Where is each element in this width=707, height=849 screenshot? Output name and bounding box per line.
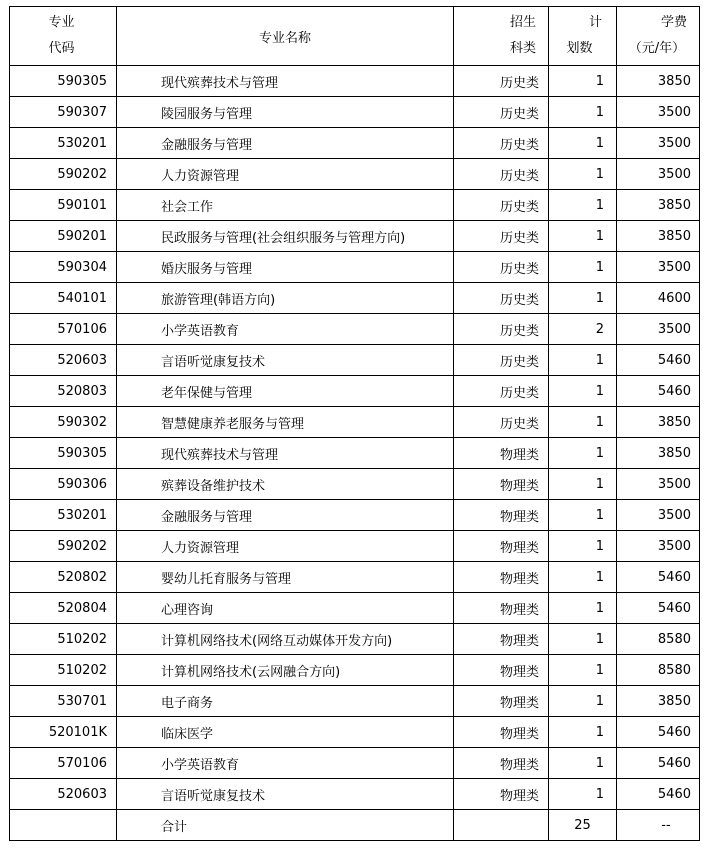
major-code-cell: 530201 [10, 500, 117, 531]
major-name-cell: 言语听觉康复技术 [117, 779, 454, 810]
table-row [10, 717, 700, 748]
tuition-fee-cell: 3850 [617, 407, 700, 438]
category-cell: 物理类 [454, 500, 549, 531]
plan-count-cell: 1 [549, 779, 617, 810]
major-name-cell: 言语听觉康复技术 [117, 345, 454, 376]
table-footer [10, 810, 700, 841]
table-row [10, 345, 700, 376]
table-row [10, 190, 700, 221]
major-name-cell: 老年保健与管理 [117, 376, 454, 407]
plan-count-cell: 1 [549, 190, 617, 221]
table-body [10, 66, 700, 810]
category-cell: 历史类 [454, 252, 549, 283]
header-major-code-line1: 专业 [48, 15, 75, 30]
major-name-cell: 计算机网络技术(云网融合方向) [117, 655, 454, 686]
major-name-cell: 殡葬设备维护技术 [117, 469, 454, 500]
major-code-cell: 510202 [10, 655, 117, 686]
plan-count-cell: 1 [549, 686, 617, 717]
total-row [10, 810, 700, 841]
major-name-cell: 小学英语教育 [117, 314, 454, 345]
plan-count-cell: 1 [549, 376, 617, 407]
header-fee-line2: （元/年） [628, 41, 686, 56]
tuition-fee-cell: 5460 [617, 345, 700, 376]
major-name-cell: 计算机网络技术(网络互动媒体开发方向) [117, 624, 454, 655]
total-category-cell [454, 810, 549, 841]
category-cell: 历史类 [454, 376, 549, 407]
plan-count-cell: 2 [549, 314, 617, 345]
major-code-cell: 590307 [10, 97, 117, 128]
major-code-cell: 590302 [10, 407, 117, 438]
major-code-cell: 520804 [10, 593, 117, 624]
table-row [10, 624, 700, 655]
category-cell: 物理类 [454, 779, 549, 810]
major-name-cell: 临床医学 [117, 717, 454, 748]
table-header [10, 7, 700, 66]
plan-count-cell: 1 [549, 500, 617, 531]
major-name-cell: 智慧健康养老服务与管理 [117, 407, 454, 438]
table-row [10, 469, 700, 500]
table-row [10, 66, 700, 97]
major-name-cell: 婴幼儿托育服务与管理 [117, 562, 454, 593]
tuition-fee-cell: 3500 [617, 97, 700, 128]
total-label: 合计 [117, 810, 454, 841]
major-code-cell: 570106 [10, 748, 117, 779]
category-cell: 物理类 [454, 438, 549, 469]
table-row [10, 97, 700, 128]
tuition-fee-cell: 3850 [617, 438, 700, 469]
major-name-cell: 金融服务与管理 [117, 128, 454, 159]
major-code-cell: 520802 [10, 562, 117, 593]
tuition-fee-cell: 3850 [617, 66, 700, 97]
category-cell: 物理类 [454, 655, 549, 686]
major-code-cell: 590202 [10, 159, 117, 190]
major-code-cell: 590305 [10, 66, 117, 97]
tuition-fee-cell: 3500 [617, 469, 700, 500]
header-plan-line1: 计 [588, 15, 602, 30]
major-name-cell: 婚庆服务与管理 [117, 252, 454, 283]
tuition-fee-cell: 3850 [617, 221, 700, 252]
plan-count-cell: 1 [549, 531, 617, 562]
table-row [10, 748, 700, 779]
tuition-fee-cell: 5460 [617, 779, 700, 810]
plan-count-cell: 1 [549, 159, 617, 190]
total-code-cell [10, 810, 117, 841]
plan-count-cell: 1 [549, 562, 617, 593]
plan-count-cell: 1 [549, 624, 617, 655]
major-code-cell: 530701 [10, 686, 117, 717]
tuition-fee-cell: 3500 [617, 128, 700, 159]
category-cell: 物理类 [454, 562, 549, 593]
category-cell: 物理类 [454, 624, 549, 655]
major-name-cell: 人力资源管理 [117, 159, 454, 190]
plan-count-cell: 1 [549, 748, 617, 779]
major-name-cell: 现代殡葬技术与管理 [117, 438, 454, 469]
major-code-cell: 520603 [10, 345, 117, 376]
table-row [10, 159, 700, 190]
table-row [10, 593, 700, 624]
major-name-cell: 陵园服务与管理 [117, 97, 454, 128]
tuition-fee-cell: 3850 [617, 686, 700, 717]
major-code-cell: 530201 [10, 128, 117, 159]
tuition-fee-cell: 3500 [617, 500, 700, 531]
plan-count-cell: 1 [549, 407, 617, 438]
category-cell: 历史类 [454, 190, 549, 221]
header-major-name: 专业名称 [117, 7, 454, 66]
plan-count-cell: 1 [549, 283, 617, 314]
tuition-fee-cell: 5460 [617, 562, 700, 593]
table-row [10, 655, 700, 686]
major-code-cell: 540101 [10, 283, 117, 314]
enrollment-plan-table [9, 6, 700, 841]
plan-count-cell: 1 [549, 66, 617, 97]
major-code-cell: 590306 [10, 469, 117, 500]
tuition-fee-cell: 3500 [617, 314, 700, 345]
header-major-code-line2: 代码 [48, 41, 75, 56]
header-fee-line1: 学费 [660, 15, 687, 30]
header-category [454, 7, 549, 66]
table-row [10, 221, 700, 252]
header-major-code [10, 7, 117, 66]
major-name-cell: 现代殡葬技术与管理 [117, 66, 454, 97]
header-plan-line2: 划数 [566, 41, 593, 56]
tuition-fee-cell: 8580 [617, 624, 700, 655]
major-code-cell: 590304 [10, 252, 117, 283]
tuition-fee-cell: 5460 [617, 376, 700, 407]
major-code-cell: 570106 [10, 314, 117, 345]
major-code-cell: 590101 [10, 190, 117, 221]
plan-count-cell: 1 [549, 593, 617, 624]
category-cell: 物理类 [454, 469, 549, 500]
category-cell: 历史类 [454, 221, 549, 252]
major-code-cell: 510202 [10, 624, 117, 655]
category-cell: 历史类 [454, 66, 549, 97]
category-cell: 物理类 [454, 748, 549, 779]
major-name-cell: 小学英语教育 [117, 748, 454, 779]
category-cell: 历史类 [454, 283, 549, 314]
major-name-cell: 人力资源管理 [117, 531, 454, 562]
category-cell: 物理类 [454, 531, 549, 562]
tuition-fee-cell: 8580 [617, 655, 700, 686]
table-row [10, 283, 700, 314]
category-cell: 历史类 [454, 407, 549, 438]
table-row [10, 407, 700, 438]
tuition-fee-cell: 3500 [617, 252, 700, 283]
table-row [10, 314, 700, 345]
header-row [10, 7, 700, 66]
plan-count-cell: 1 [549, 128, 617, 159]
table-row [10, 686, 700, 717]
category-cell: 物理类 [454, 593, 549, 624]
plan-count-cell: 1 [549, 97, 617, 128]
plan-count-cell: 1 [549, 221, 617, 252]
plan-count-cell: 1 [549, 345, 617, 376]
tuition-fee-cell: 3850 [617, 190, 700, 221]
category-cell: 历史类 [454, 345, 549, 376]
category-cell: 物理类 [454, 717, 549, 748]
category-cell: 物理类 [454, 686, 549, 717]
major-name-cell: 金融服务与管理 [117, 500, 454, 531]
tuition-fee-cell: 4600 [617, 283, 700, 314]
table-row [10, 438, 700, 469]
major-code-cell: 520603 [10, 779, 117, 810]
tuition-fee-cell: 5460 [617, 717, 700, 748]
tuition-fee-cell: 3500 [617, 159, 700, 190]
table-row [10, 562, 700, 593]
major-code-cell: 590201 [10, 221, 117, 252]
table-row [10, 779, 700, 810]
major-code-cell: 520101K [10, 717, 117, 748]
table-row [10, 376, 700, 407]
category-cell: 历史类 [454, 128, 549, 159]
category-cell: 历史类 [454, 159, 549, 190]
plan-count-cell: 1 [549, 717, 617, 748]
major-name-cell: 旅游管理(韩语方向) [117, 283, 454, 314]
table-row [10, 531, 700, 562]
major-code-cell: 590305 [10, 438, 117, 469]
major-name-cell: 民政服务与管理(社会组织服务与管理方向) [117, 221, 454, 252]
major-code-cell: 520803 [10, 376, 117, 407]
plan-count-cell: 1 [549, 655, 617, 686]
plan-count-cell: 1 [549, 469, 617, 500]
total-plan: 25 [549, 810, 617, 841]
table-row [10, 128, 700, 159]
header-category-line2: 科类 [509, 41, 536, 56]
plan-count-cell: 1 [549, 252, 617, 283]
major-name-cell: 社会工作 [117, 190, 454, 221]
tuition-fee-cell: 3500 [617, 531, 700, 562]
header-category-line1: 招生 [509, 15, 536, 30]
header-plan [549, 7, 617, 66]
header-fee [617, 7, 700, 66]
tuition-fee-cell: 5460 [617, 748, 700, 779]
total-fee: -- [617, 810, 700, 841]
category-cell: 历史类 [454, 97, 549, 128]
tuition-fee-cell: 5460 [617, 593, 700, 624]
table-row [10, 252, 700, 283]
table-row [10, 500, 700, 531]
category-cell: 历史类 [454, 314, 549, 345]
major-name-cell: 心理咨询 [117, 593, 454, 624]
major-code-cell: 590202 [10, 531, 117, 562]
plan-count-cell: 1 [549, 438, 617, 469]
major-name-cell: 电子商务 [117, 686, 454, 717]
